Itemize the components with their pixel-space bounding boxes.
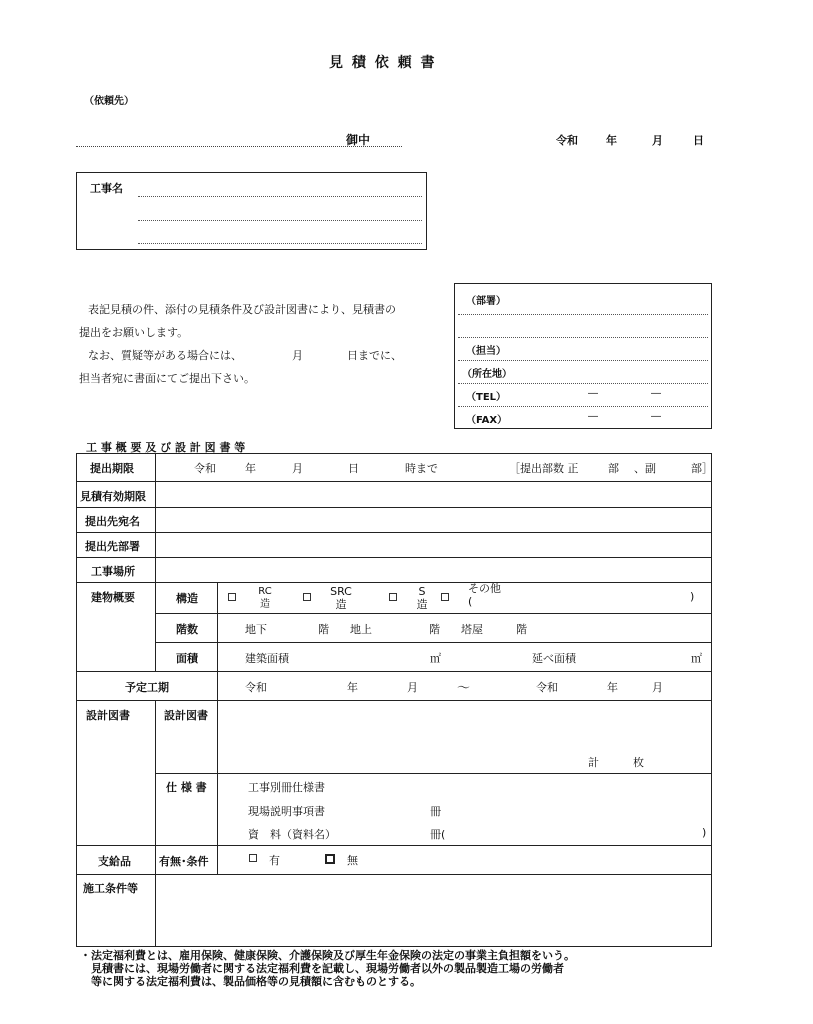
total-area-unit: ㎡ bbox=[691, 652, 702, 665]
onchu-text: 御中 bbox=[346, 133, 371, 147]
supplies-no-text: 無 bbox=[347, 854, 358, 867]
row-divider bbox=[76, 700, 712, 701]
design-docs-sheets: 枚 bbox=[633, 756, 644, 769]
basement-floor: 階 bbox=[318, 623, 329, 636]
deadline-label: 提出期限 bbox=[90, 462, 134, 475]
section-title: 工 事 概 要 及 び 設 計 図 書 等 bbox=[86, 441, 246, 454]
deadline-year: 年 bbox=[245, 462, 256, 475]
row-divider bbox=[76, 671, 712, 672]
intro-line-1: 表記見積の件、添付の見積条件及び設計図書により、見積書の bbox=[88, 303, 396, 316]
schedule-era-2: 令和 bbox=[536, 681, 558, 694]
copies-sep: 、副 bbox=[634, 462, 656, 475]
form-title: 見 積 依 頼 書 bbox=[329, 55, 437, 71]
intro-line-3c: 日までに、 bbox=[347, 349, 402, 362]
recipient-label: 提出先宛名 bbox=[85, 515, 140, 528]
project-name-box bbox=[76, 172, 427, 250]
design-docs-sub-label: 設計図書 bbox=[164, 709, 208, 722]
schedule-year-1: 年 bbox=[347, 681, 358, 694]
row-divider bbox=[76, 481, 712, 482]
rc-checkbox[interactable] bbox=[228, 593, 236, 601]
penthouse-text: 塔屋 bbox=[461, 623, 483, 636]
contact-person-label: （担当） bbox=[466, 346, 506, 357]
copies-part1: 部 bbox=[608, 462, 619, 475]
col-divider bbox=[155, 700, 156, 947]
contact-person-line[interactable] bbox=[458, 360, 708, 361]
fax-dash-1: ― bbox=[588, 411, 598, 422]
row-divider bbox=[76, 582, 712, 583]
col-divider bbox=[155, 453, 156, 671]
other-close-paren: ) bbox=[690, 590, 695, 603]
project-name-label: 工事名 bbox=[90, 182, 123, 195]
col-divider bbox=[217, 582, 218, 671]
contact-dept-label: （部署） bbox=[466, 296, 506, 307]
copies-prefix: ［提出部数 正 bbox=[509, 462, 579, 475]
fax-dash-2: ― bbox=[651, 411, 661, 422]
design-docs-label: 設計図書 bbox=[86, 709, 130, 722]
contact-address-label: （所在地） bbox=[462, 369, 512, 380]
spec-item-2-unit: 冊 bbox=[430, 805, 441, 818]
row-divider bbox=[155, 773, 712, 774]
project-name-line-2[interactable] bbox=[138, 220, 422, 221]
rc-option: RC 造 bbox=[258, 586, 272, 610]
supplies-condition-label: 有無･条件 bbox=[159, 855, 209, 868]
date-era: 令和 bbox=[556, 134, 578, 147]
site-label: 工事場所 bbox=[91, 565, 135, 578]
src-checkbox[interactable] bbox=[303, 593, 311, 601]
penthouse-floor: 階 bbox=[516, 623, 527, 636]
client-label: （依頼先） bbox=[84, 96, 134, 107]
row-divider bbox=[155, 642, 712, 643]
floors-label: 階数 bbox=[176, 623, 198, 636]
schedule-month-2: 月 bbox=[652, 681, 663, 694]
area-label: 面積 bbox=[176, 652, 198, 665]
building-label: 建物概要 bbox=[91, 591, 135, 604]
schedule-tilde: ～ bbox=[457, 681, 471, 696]
project-name-line-1[interactable] bbox=[138, 196, 422, 197]
row-divider bbox=[76, 845, 712, 846]
project-name-line-3[interactable] bbox=[138, 243, 422, 244]
s-checkbox[interactable] bbox=[389, 593, 397, 601]
intro-line-2: 提出をお願いします。 bbox=[79, 326, 189, 339]
supplies-yes-checkbox[interactable] bbox=[249, 854, 257, 862]
supplies-yes-text: 有 bbox=[269, 854, 280, 867]
date-day: 日 bbox=[693, 134, 704, 147]
structure-label: 構造 bbox=[176, 592, 198, 605]
basement-text: 地下 bbox=[245, 623, 267, 636]
tel-dash-2: ― bbox=[651, 388, 661, 399]
col-divider bbox=[217, 671, 218, 700]
recipient-dept-label: 提出先部署 bbox=[85, 540, 140, 553]
spec-item-2: 現場説明事項書 bbox=[248, 805, 325, 818]
total-area-text: 延べ面積 bbox=[532, 652, 576, 665]
spec-item-3-unit: 冊( bbox=[430, 828, 446, 841]
supplies-label: 支給品 bbox=[98, 855, 131, 868]
building-area-text: 建築面積 bbox=[245, 652, 289, 665]
note-line-3: 等に関する法定福利費は、製品価格等の見積額に含むものとする。 bbox=[91, 975, 421, 988]
src-option: SRC 造 bbox=[330, 585, 352, 611]
s-option: S 造 bbox=[416, 585, 428, 611]
deadline-day: 日 bbox=[348, 462, 359, 475]
date-year: 年 bbox=[606, 134, 617, 147]
note-line-1: ・法定福利費とは、雇用保険、健康保険、介護保険及び厚生年金保険の法定の事業主負担額をいう。 bbox=[80, 949, 575, 962]
validity-label: 見積有効期限 bbox=[80, 490, 146, 503]
spec-label: 仕 様 書 bbox=[166, 781, 207, 794]
row-divider bbox=[76, 557, 712, 558]
intro-line-4: 担当者宛に書面にてご提出下さい。 bbox=[79, 372, 255, 385]
other-checkbox[interactable] bbox=[441, 593, 449, 601]
row-divider bbox=[76, 532, 712, 533]
tel-dash-1: ― bbox=[588, 388, 598, 399]
contact-dept-line-2[interactable] bbox=[458, 337, 708, 338]
other-option: その他 ( bbox=[468, 582, 501, 608]
deadline-until: 時まで bbox=[405, 462, 438, 475]
schedule-era-1: 令和 bbox=[245, 681, 267, 694]
spec-item-3-close: ) bbox=[702, 826, 707, 839]
spec-item-1: 工事別冊仕様書 bbox=[248, 781, 325, 794]
building-area-unit: ㎡ bbox=[430, 652, 441, 665]
row-divider bbox=[155, 613, 712, 614]
date-month: 月 bbox=[652, 134, 663, 147]
contact-address-line[interactable] bbox=[458, 383, 708, 384]
schedule-month-1: 月 bbox=[407, 681, 418, 694]
contact-fax-label: （FAX） bbox=[466, 415, 508, 426]
above-text: 地上 bbox=[350, 623, 372, 636]
row-divider bbox=[76, 874, 712, 875]
supplies-no-checkbox[interactable] bbox=[325, 854, 335, 864]
schedule-year-2: 年 bbox=[607, 681, 618, 694]
deadline-era: 令和 bbox=[194, 462, 216, 475]
deadline-month: 月 bbox=[292, 462, 303, 475]
intro-line-3a: なお、質疑等がある場合には、 bbox=[88, 349, 242, 362]
above-floor: 階 bbox=[429, 623, 440, 636]
row-divider bbox=[76, 507, 712, 508]
contact-tel-label: （TEL） bbox=[466, 392, 507, 403]
copies-part2: 部］ bbox=[691, 462, 713, 475]
conditions-label: 施工条件等 bbox=[83, 882, 138, 895]
spec-item-3: 資 料（資料名） bbox=[248, 828, 336, 841]
note-line-2: 見積書には、現場労働者に関する法定福利費を記載し、現場労働者以外の製品製造工場の労働者 bbox=[91, 962, 564, 975]
col-divider bbox=[217, 700, 218, 874]
design-docs-total: 計 bbox=[588, 756, 599, 769]
contact-tel-line[interactable] bbox=[458, 406, 708, 407]
contact-dept-line[interactable] bbox=[458, 314, 708, 315]
schedule-label: 予定工期 bbox=[125, 681, 169, 694]
intro-line-3b: 月 bbox=[292, 349, 303, 362]
